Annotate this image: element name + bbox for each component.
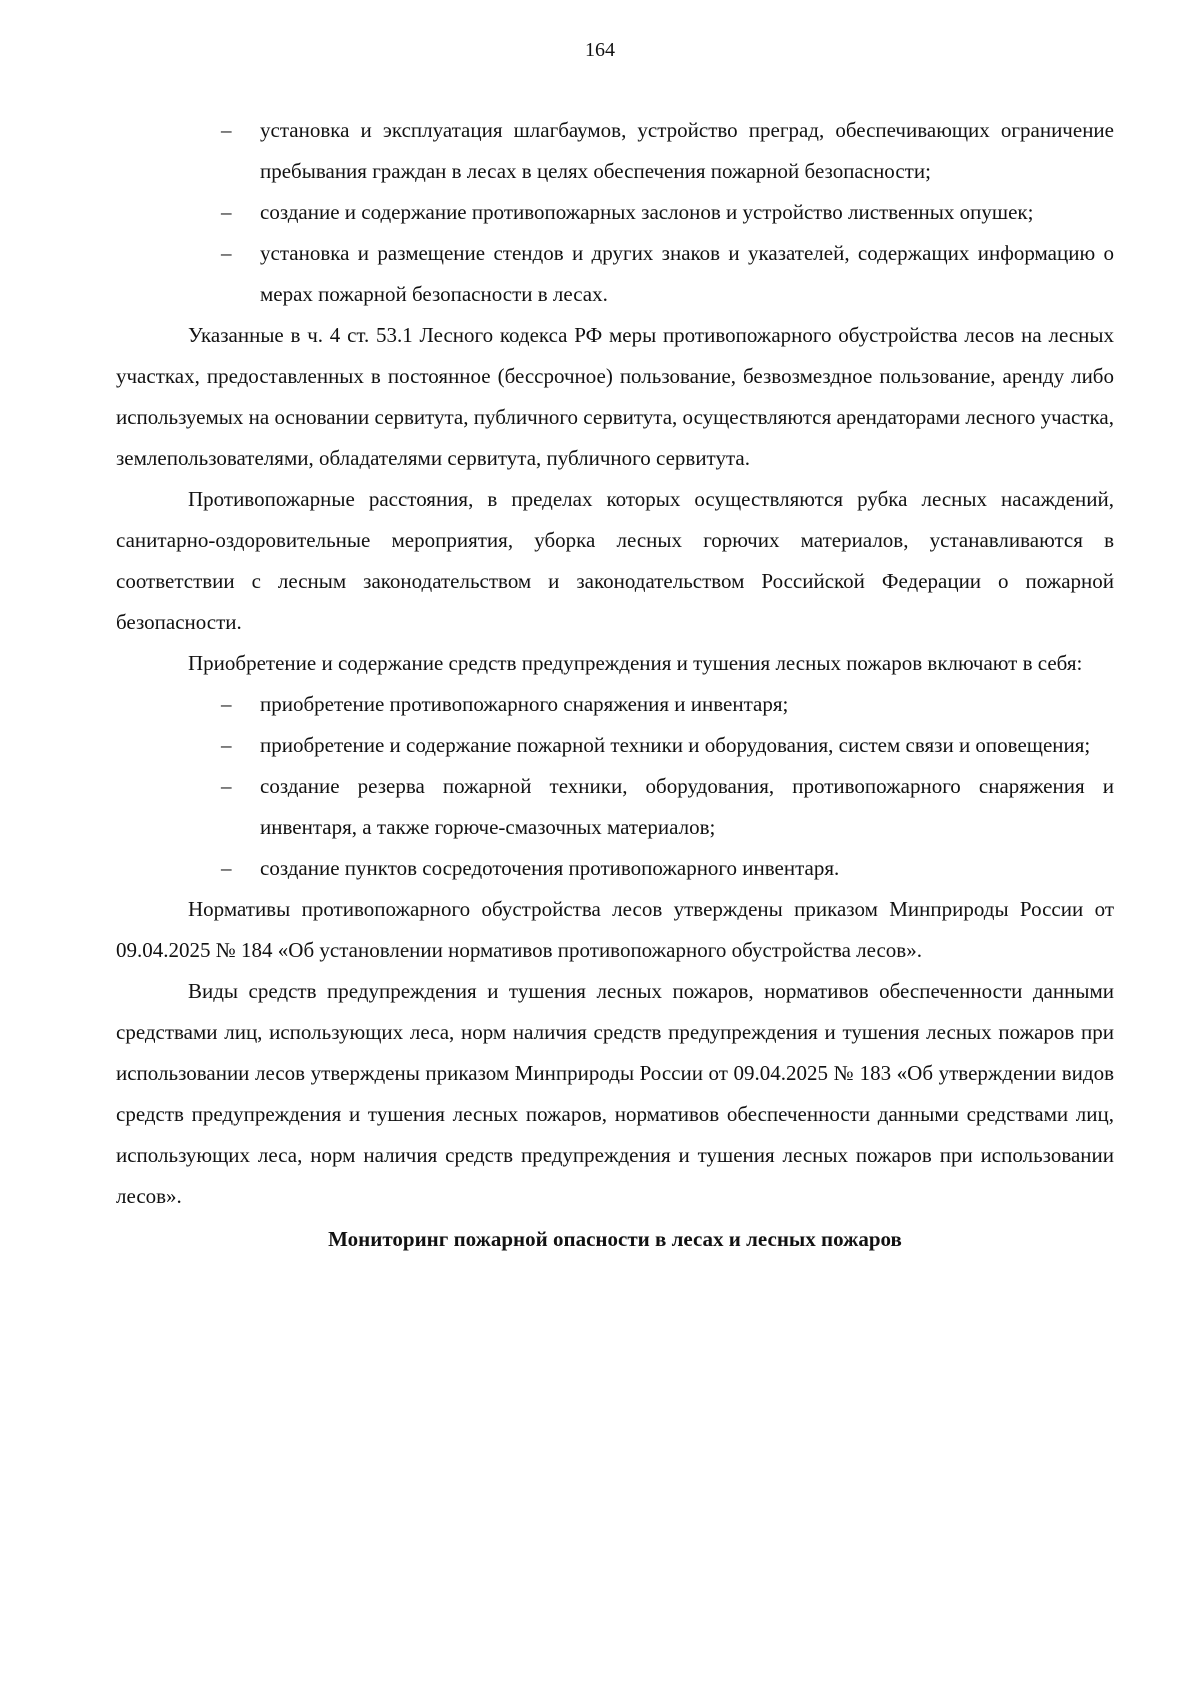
list-item-text: приобретение и содержание пожарной техники и оборудования, систем связи и оповещения; (260, 733, 1091, 757)
list-dash: – (221, 118, 232, 142)
list-item (116, 684, 1114, 725)
paragraph: Виды средств предупреждения и тушения лесных пожаров, нормативов обеспеченности данными средствами лиц, использующих леса, норм наличия средств предупреждения и тушения лесных пожаров при использовании лесов утверждены приказом Минприроды России от 09.04.2025 № 183 «Об утверждении видов средств предупреждения и тушения лесных пожаров, нормативов обеспеченности данными средствами лиц, использующих леса, норм наличия средств предупреждения и тушения лесных пожаров при использовании лесов». (116, 979, 1114, 1208)
list-item (116, 848, 1114, 889)
list-item-text: установка и эксплуатация шлагбаумов, устройство преград, обеспечивающих ограничение пребывания граждан в лесах в целях обеспечения пожарной безопасности; (260, 118, 1114, 183)
list-item (116, 233, 1114, 315)
paragraph: Приобретение и содержание средств предупреждения и тушения лесных пожаров включают в себя: (188, 651, 1083, 675)
list-dash: – (221, 856, 232, 880)
list-dash: – (221, 241, 232, 265)
section-heading: Мониторинг пожарной опасности в лесах и лесных пожаров (328, 1227, 902, 1251)
list-dash: – (221, 692, 232, 716)
list-item (116, 725, 1114, 766)
list-item-text: создание резерва пожарной техники, оборудования, противопожарного снаряжения и инвентаря, а также горюче-смазочных материалов; (260, 774, 1114, 839)
list-item (116, 766, 1114, 848)
page-number: 164 (585, 39, 615, 61)
list-dash: – (221, 774, 232, 798)
list-dash: – (221, 733, 232, 757)
paragraph: Противопожарные расстояния, в пределах которых осуществляются рубка лесных насаждений, санитарно-оздоровительные мероприятия, уборка лесных горючих материалов, устанавливаются в соответствии с лесным законодательством и законодательством Российской Федерации о пожарной безопасности. (116, 487, 1114, 634)
list-item (116, 192, 1114, 233)
list-dash: – (221, 200, 232, 224)
list-item (116, 110, 1114, 192)
list-item-text: установка и размещение стендов и других знаков и указателей, содержащих информацию о мерах пожарной безопасности в лесах. (260, 241, 1114, 306)
list-item-text: создание и содержание противопожарных заслонов и устройство лиственных опушек; (260, 200, 1034, 224)
list-item-text: приобретение противопожарного снаряжения и инвентаря; (260, 692, 789, 716)
paragraph: Нормативы противопожарного обустройства лесов утверждены приказом Минприроды России от 09.04.2025 № 184 «Об установлении нормативов противопожарного обустройства лесов». (116, 897, 1114, 962)
page-content (116, 110, 1114, 1260)
paragraph: Указанные в ч. 4 ст. 53.1 Лесного кодекса РФ меры противопожарного обустройства лесов на лесных участках, предоставленных в постоянное (бессрочное) пользование, безвозмездное пользование, аренду либо используемых на основании сервитута, публичного сервитута, осуществляются арендаторами лесного участка, землепользователями, обладателями сервитута, публичного сервитута. (116, 323, 1114, 470)
list-item-text: создание пунктов сосредоточения противопожарного инвентаря. (260, 856, 840, 880)
